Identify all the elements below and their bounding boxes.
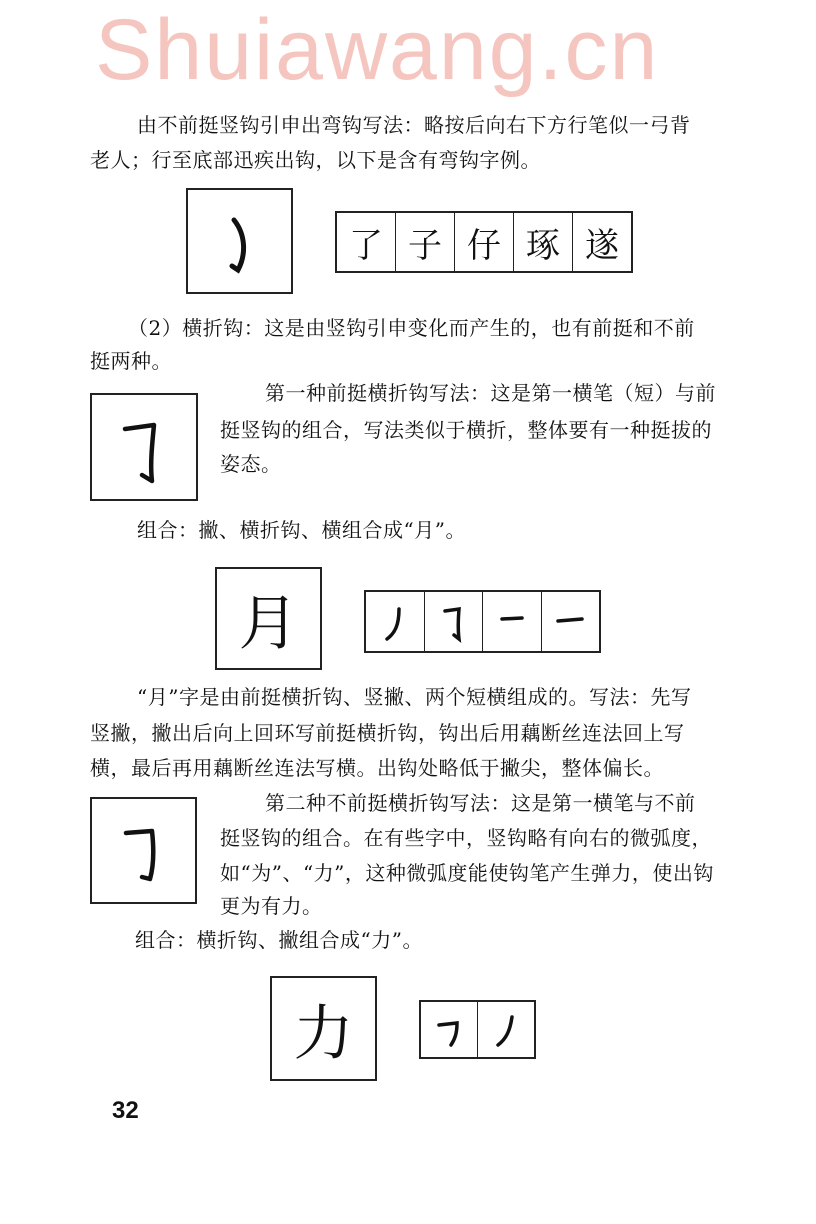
stroke-pie xyxy=(366,592,425,651)
para3-line2: 挺竖钩的组合，写法类似于横折，整体要有一种挺拔的 xyxy=(220,418,712,442)
horizontal-bend-hook-stroke-icon xyxy=(92,799,195,902)
stroke-heng xyxy=(542,592,600,651)
li-strokes xyxy=(419,1000,536,1059)
pie-stroke-icon xyxy=(375,597,415,647)
stroke-hengzhegou xyxy=(425,592,484,651)
bend-hook-box xyxy=(186,188,293,294)
horizontal-bend-hook-stroke-icon xyxy=(92,395,196,499)
para3-line1: 第一种前挺横折钩写法：这是第一横笔（短）与前 xyxy=(265,381,716,405)
watermark: Shuiawang.cn xyxy=(95,2,660,98)
forward-hook-box xyxy=(90,393,198,501)
horizontal-bend-hook-stroke-icon xyxy=(433,597,473,647)
stroke-pie xyxy=(478,1002,534,1057)
para5-line3: 如“为”、“力”，这种微弧度能使钩笔产生弹力，使出钩 xyxy=(220,861,714,885)
example-char: 琢 xyxy=(514,213,573,271)
para2-line1: （2）横折钩：这是由竖钩引申变化而产生的，也有前挺和不前 xyxy=(128,316,695,340)
example-char: 遂 xyxy=(585,225,619,266)
combo1: 组合：撇、横折钩、横组合成“月”。 xyxy=(137,518,466,542)
li-box: 力 xyxy=(270,976,377,1081)
horizontal-stroke-icon xyxy=(550,597,590,647)
para4-line3: 横，最后再用藕断丝连法写横。出钩处略低于撇尖，整体偏长。 xyxy=(90,756,664,780)
para5-line4: 更为有力。 xyxy=(220,894,323,918)
bend-hook-stroke-icon xyxy=(188,190,291,292)
para4-line1: “月”字是由前挺横折钩、竖撇、两个短横组成的。写法：先写 xyxy=(137,685,692,709)
page-number: 32 xyxy=(112,1097,139,1124)
bend-hook-examples xyxy=(335,211,633,273)
para5-line1: 第二种不前挺横折钩写法：这是第一横笔与不前 xyxy=(265,791,696,815)
para1-line2: 老人；行至底部迅疾出钩，以下是含有弯钩字例。 xyxy=(90,148,541,172)
example-char: 子 xyxy=(396,213,455,271)
example-char: 了 xyxy=(337,213,396,271)
example-char: 仔 xyxy=(455,213,514,271)
stroke-heng xyxy=(483,592,542,651)
para4-line2: 竖撇，撇出后向上回环写前挺横折钩，钩出后用藕断丝连法回上写 xyxy=(90,721,685,745)
para3-line3: 姿态。 xyxy=(220,452,282,476)
non-forward-hook-box xyxy=(90,797,197,904)
combo2: 组合：横折钩、撇组合成“力”。 xyxy=(135,928,423,952)
horizontal-stroke-icon xyxy=(492,597,532,647)
para2-line2: 挺两种。 xyxy=(90,349,172,373)
para1-line1: 由不前挺竖钩引申出弯钩写法：略按后向右下方行笔似一弓背 xyxy=(137,113,691,137)
pie-stroke-icon xyxy=(486,1005,526,1055)
para5-line2: 挺竖钩的组合。在有些字中，竖钩略有向右的微弧度， xyxy=(220,826,712,850)
yue-strokes xyxy=(364,590,601,653)
yue-box: 月 xyxy=(215,567,322,670)
horizontal-bend-hook-stroke-icon xyxy=(429,1005,469,1055)
stroke-hengzhegou xyxy=(421,1002,478,1057)
